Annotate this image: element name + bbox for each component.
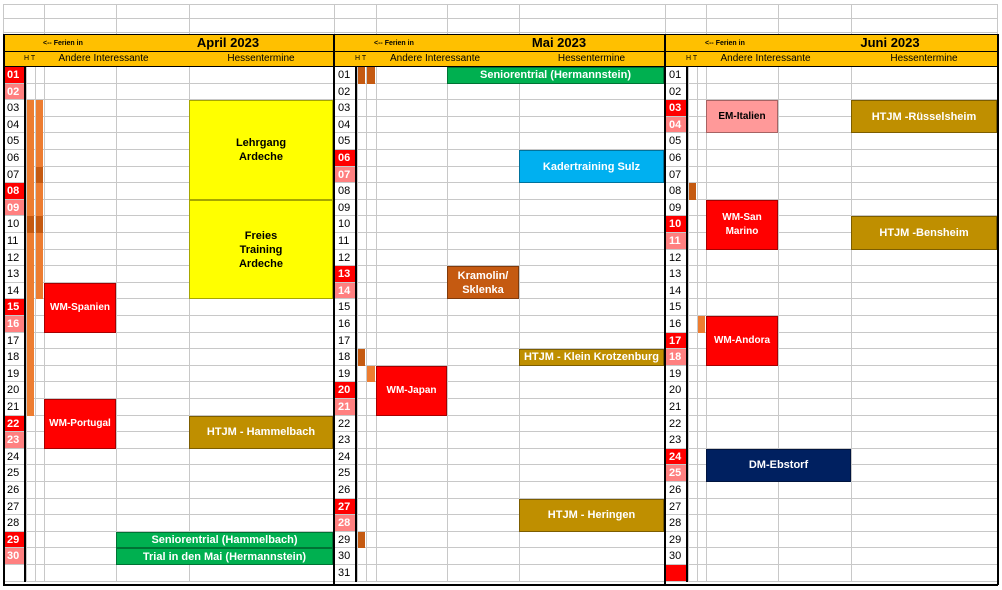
- holiday-t-cell: [35, 117, 43, 134]
- holiday-h-cell: [26, 150, 34, 167]
- day-number: 23: [338, 434, 351, 447]
- row-line: [334, 116, 664, 117]
- holiday-h-cell: [26, 316, 34, 333]
- row-line: [665, 498, 997, 499]
- holiday-h-cell: [357, 532, 365, 549]
- day-number: 08: [669, 185, 682, 198]
- day-number: 17: [665, 333, 687, 349]
- holiday-h-cell: [26, 283, 34, 300]
- col-line: [366, 67, 367, 582]
- holiday-t-cell: [35, 200, 43, 217]
- day-number: 06: [669, 152, 682, 164]
- row-line: [3, 581, 333, 582]
- event-block[interactable]: [706, 316, 778, 366]
- grid-line: [778, 4, 779, 34]
- holiday-t-cell: [366, 366, 375, 383]
- day-number: 22: [3, 416, 24, 432]
- day-number: 26: [669, 484, 682, 496]
- grid-line: [3, 32, 998, 33]
- border-line: [355, 67, 357, 582]
- event-label: DM-Ebstorf: [748, 459, 809, 472]
- holiday-h-cell: [26, 333, 34, 350]
- day-number: 07: [7, 168, 20, 181]
- day-number: 21: [7, 401, 20, 413]
- day-number: 13: [334, 266, 356, 282]
- event-label: Seniorentrial (Hermannstein): [480, 69, 631, 82]
- event-label: WM-Spanien: [50, 301, 110, 313]
- day-number: 19: [7, 367, 20, 380]
- event-block[interactable]: [44, 283, 116, 333]
- day-number: 26: [338, 484, 351, 496]
- grid-line: [3, 4, 4, 34]
- border-line: [24, 67, 26, 582]
- holiday-h-cell: [26, 200, 34, 217]
- col-line: [35, 67, 36, 582]
- ferien-label: <-- Ferien in: [374, 40, 414, 47]
- day-number: 12: [338, 251, 351, 264]
- day-number: 01: [669, 69, 682, 81]
- grid-line: [116, 4, 117, 34]
- day-number: 10: [338, 218, 351, 231]
- row-line: [3, 348, 333, 349]
- row-line: [665, 547, 997, 548]
- day-number: 30: [3, 548, 24, 564]
- row-line: [334, 431, 664, 432]
- day-number: 27: [669, 500, 682, 513]
- holiday-t-cell: [35, 283, 43, 300]
- day-number: 10: [665, 216, 687, 232]
- col-ht: H T: [24, 55, 36, 62]
- row-line: [665, 531, 997, 532]
- month-border: [3, 34, 5, 585]
- row-line: [665, 265, 997, 266]
- day-number: 05: [669, 135, 682, 148]
- event-label: EM-Italien: [718, 110, 766, 122]
- event-label: HTJM - Heringen: [547, 509, 636, 522]
- col-andere: Andere Interessante: [389, 53, 481, 64]
- day-number: 24: [7, 450, 20, 463]
- holiday-t-cell: [35, 183, 43, 200]
- holiday-t-cell: [697, 316, 705, 333]
- event-label: Lehrgang Ardeche: [235, 136, 287, 163]
- month-border: [997, 34, 999, 585]
- month-border: [333, 34, 335, 585]
- row-line: [665, 381, 997, 382]
- grid-line: [665, 4, 666, 34]
- holiday-h-cell: [26, 233, 34, 250]
- day-number: 07: [334, 167, 356, 183]
- col-line: [447, 67, 448, 582]
- border-line: [686, 67, 688, 582]
- col-line: [357, 67, 358, 582]
- day-number: 25: [7, 467, 20, 480]
- grid-line: [334, 4, 335, 34]
- holiday-h-cell: [357, 349, 365, 366]
- day-number: 28: [334, 515, 356, 531]
- day-number: 16: [338, 318, 351, 330]
- day-number: 27: [7, 500, 20, 513]
- day-number: 28: [7, 517, 20, 530]
- day-number: 12: [7, 251, 20, 264]
- holiday-h-cell: [688, 183, 696, 200]
- holiday-h-cell: [26, 100, 34, 117]
- day-number: 29: [3, 532, 24, 548]
- day-number: 04: [338, 118, 351, 131]
- event-label: Kramolin/ Sklenka: [457, 269, 509, 296]
- day-number: 12: [669, 251, 682, 264]
- month-title: Mai 2023: [531, 35, 587, 50]
- row-line: [665, 514, 997, 515]
- holiday-t-cell: [35, 266, 43, 283]
- day-number: 16: [3, 316, 24, 332]
- col-hessen: Hessentermine: [890, 53, 958, 64]
- day-number: 15: [669, 301, 682, 314]
- holiday-h-cell: [26, 299, 34, 316]
- holiday-t-cell: [35, 233, 43, 250]
- row-line: [334, 547, 664, 548]
- row-line: [3, 498, 333, 499]
- event-block[interactable]: [706, 100, 778, 133]
- row-line: [665, 415, 997, 416]
- day-number: 02: [338, 85, 351, 98]
- row-line: [334, 581, 664, 582]
- event-label: WM-Portugal: [49, 417, 111, 429]
- event-label: HTJM -Rüsselsheim: [871, 110, 977, 123]
- holiday-t-cell: [35, 100, 43, 117]
- day-number: 03: [665, 100, 687, 116]
- holiday-h-cell: [26, 183, 34, 200]
- col-hessen: Hessentermine: [227, 53, 295, 64]
- day-number: 02: [3, 84, 24, 100]
- row-line: [665, 564, 997, 565]
- ferien-label: <-- Ferien in: [43, 40, 83, 47]
- event-label: Freies Training Ardeche: [238, 229, 284, 270]
- col-line: [376, 67, 377, 582]
- day-number: 14: [334, 283, 356, 299]
- day-number: 05: [338, 135, 351, 148]
- event-label: Kadertraining Sulz: [542, 160, 641, 173]
- day-number: 23: [669, 434, 682, 447]
- event-label: HTJM - Hammelbach: [206, 426, 316, 439]
- grid-line: [3, 4, 998, 5]
- row-line: [334, 481, 664, 482]
- ferien-label: <-- Ferien in: [705, 40, 745, 47]
- event-block[interactable]: [116, 532, 333, 549]
- day-number: 18: [338, 351, 351, 364]
- day-number: 13: [7, 268, 20, 281]
- day-number: 25: [665, 465, 687, 481]
- holiday-h-cell: [26, 382, 34, 399]
- row-line: [3, 481, 333, 482]
- row-line: [665, 83, 997, 84]
- event-block[interactable]: [376, 366, 447, 416]
- holiday-h-cell: [26, 167, 34, 184]
- event-label: HTJM - Klein Krotzenburg: [523, 351, 660, 364]
- col-line: [851, 67, 852, 582]
- day-number: 15: [3, 299, 24, 315]
- grid-line: [447, 4, 448, 34]
- holiday-h-cell: [26, 349, 34, 366]
- row-line: [3, 83, 333, 84]
- event-block[interactable]: [447, 67, 664, 84]
- event-block[interactable]: [519, 349, 664, 366]
- day-number: 04: [7, 118, 20, 131]
- event-block[interactable]: [851, 216, 997, 249]
- row-line: [665, 166, 997, 167]
- row-line: [665, 398, 997, 399]
- extra-red-cell: [665, 565, 687, 581]
- holiday-h-cell: [26, 266, 34, 283]
- day-number: 23: [3, 432, 24, 448]
- day-number: 06: [7, 152, 20, 164]
- grid-line: [376, 4, 377, 34]
- day-number: 01: [3, 67, 24, 83]
- day-number: 19: [669, 367, 682, 380]
- day-number: 06: [334, 150, 356, 166]
- bottom-border: [3, 584, 998, 586]
- day-number: 18: [665, 349, 687, 365]
- holiday-h-cell: [26, 366, 34, 383]
- day-number: 17: [7, 334, 20, 347]
- day-number: 10: [7, 218, 20, 231]
- row-line: [3, 514, 333, 515]
- day-number: 01: [338, 69, 351, 81]
- event-block[interactable]: [706, 200, 778, 250]
- row-line: [665, 149, 997, 150]
- day-number: 19: [338, 367, 351, 380]
- holiday-t-cell: [35, 250, 43, 267]
- day-number: 14: [7, 284, 20, 297]
- day-number: 27: [334, 499, 356, 515]
- row-line: [665, 182, 997, 183]
- event-block[interactable]: [447, 266, 519, 299]
- day-number: 28: [669, 517, 682, 530]
- row-line: [334, 332, 664, 333]
- day-number: 21: [669, 401, 682, 413]
- event-label: WM-Andora: [713, 334, 771, 346]
- day-number: 21: [334, 399, 356, 415]
- holiday-h-cell: [357, 67, 365, 84]
- grid-line: [44, 4, 45, 34]
- event-block[interactable]: [519, 150, 664, 183]
- day-number: 15: [338, 301, 351, 314]
- event-block[interactable]: [519, 499, 664, 532]
- day-number: 25: [338, 467, 351, 480]
- holiday-t-cell: [35, 216, 43, 233]
- event-label: Trial in den Mai (Hermannstein): [142, 550, 307, 563]
- row-line: [334, 315, 664, 316]
- event-label: Seniorentrial (Hammelbach): [151, 534, 298, 547]
- holiday-t-cell: [366, 67, 375, 84]
- col-ht: H T: [355, 55, 367, 62]
- day-number: 11: [665, 233, 687, 249]
- day-number: 02: [669, 85, 682, 98]
- month-border: [664, 34, 666, 585]
- event-label: HTJM -Bensheim: [879, 226, 969, 239]
- event-block[interactable]: [189, 416, 333, 449]
- event-block[interactable]: [851, 100, 997, 133]
- holiday-h-cell: [26, 117, 34, 134]
- row-line: [334, 249, 664, 250]
- day-number: 08: [338, 185, 351, 198]
- grid-line: [189, 4, 190, 34]
- holiday-t-cell: [35, 150, 43, 167]
- day-number: 03: [338, 102, 351, 115]
- day-number: 20: [669, 384, 682, 397]
- day-number: 17: [338, 334, 351, 347]
- event-block[interactable]: [44, 399, 116, 449]
- row-line: [3, 365, 333, 366]
- grid-line: [519, 4, 520, 34]
- holiday-t-cell: [35, 167, 43, 184]
- day-number: 11: [338, 235, 350, 247]
- day-number: 09: [669, 201, 682, 214]
- event-block[interactable]: [189, 100, 333, 200]
- month-title: April 2023: [196, 35, 260, 50]
- col-line: [697, 67, 698, 582]
- holiday-h-cell: [26, 216, 34, 233]
- row-line: [334, 564, 664, 565]
- day-number: 09: [338, 201, 351, 214]
- holiday-h-cell: [26, 133, 34, 150]
- grid-line: [997, 4, 998, 34]
- row-line: [3, 381, 333, 382]
- day-number: 05: [7, 135, 20, 148]
- row-line: [665, 431, 997, 432]
- event-block[interactable]: [706, 449, 851, 482]
- row-line: [665, 581, 997, 582]
- col-andere: Andere Interessante: [58, 53, 149, 64]
- day-number: 07: [669, 168, 682, 181]
- day-number: 20: [7, 384, 20, 397]
- col-line: [688, 67, 689, 582]
- col-andere: Andere Interessante: [720, 53, 811, 64]
- day-number: 13: [669, 268, 682, 281]
- row-line: [334, 215, 664, 216]
- day-number: 22: [338, 417, 351, 430]
- day-number: 30: [338, 550, 351, 563]
- day-number: 09: [3, 200, 24, 216]
- col-hessen: Hessentermine: [557, 53, 626, 64]
- day-number: 11: [7, 235, 19, 247]
- day-number: 04: [665, 117, 687, 133]
- grid-line: [3, 18, 998, 19]
- col-line: [778, 67, 779, 582]
- col-ht: H T: [686, 55, 698, 62]
- event-block[interactable]: [189, 200, 333, 300]
- day-number: 26: [7, 484, 20, 496]
- row-line: [334, 199, 664, 200]
- month-title: Juni 2023: [860, 35, 920, 50]
- row-line: [665, 298, 997, 299]
- grid-line: [851, 4, 852, 34]
- day-number: 03: [7, 102, 20, 115]
- event-label: WM-San Marino: [722, 211, 762, 237]
- row-line: [3, 464, 333, 465]
- day-number: 14: [669, 284, 682, 297]
- day-number: 30: [669, 550, 682, 563]
- day-number: 22: [669, 417, 682, 430]
- day-number: 29: [338, 533, 351, 546]
- col-line: [26, 67, 27, 582]
- day-number: 24: [338, 450, 351, 463]
- col-line: [116, 67, 117, 582]
- row-line: [334, 99, 664, 100]
- row-line: [334, 464, 664, 465]
- day-number: 29: [669, 533, 682, 546]
- holiday-h-cell: [26, 250, 34, 267]
- day-number: 31: [338, 567, 351, 579]
- row-line: [334, 232, 664, 233]
- day-number: 16: [669, 318, 682, 330]
- day-number: 24: [665, 449, 687, 465]
- day-number: 20: [334, 382, 356, 398]
- row-line: [665, 282, 997, 283]
- day-number: 18: [7, 351, 20, 364]
- event-block[interactable]: [116, 548, 333, 565]
- event-label: WM-Japan: [386, 384, 437, 396]
- row-line: [334, 132, 664, 133]
- holiday-h-cell: [26, 399, 34, 416]
- day-number: 08: [3, 183, 24, 199]
- row-line: [334, 448, 664, 449]
- grid-line: [706, 4, 707, 34]
- holiday-t-cell: [35, 133, 43, 150]
